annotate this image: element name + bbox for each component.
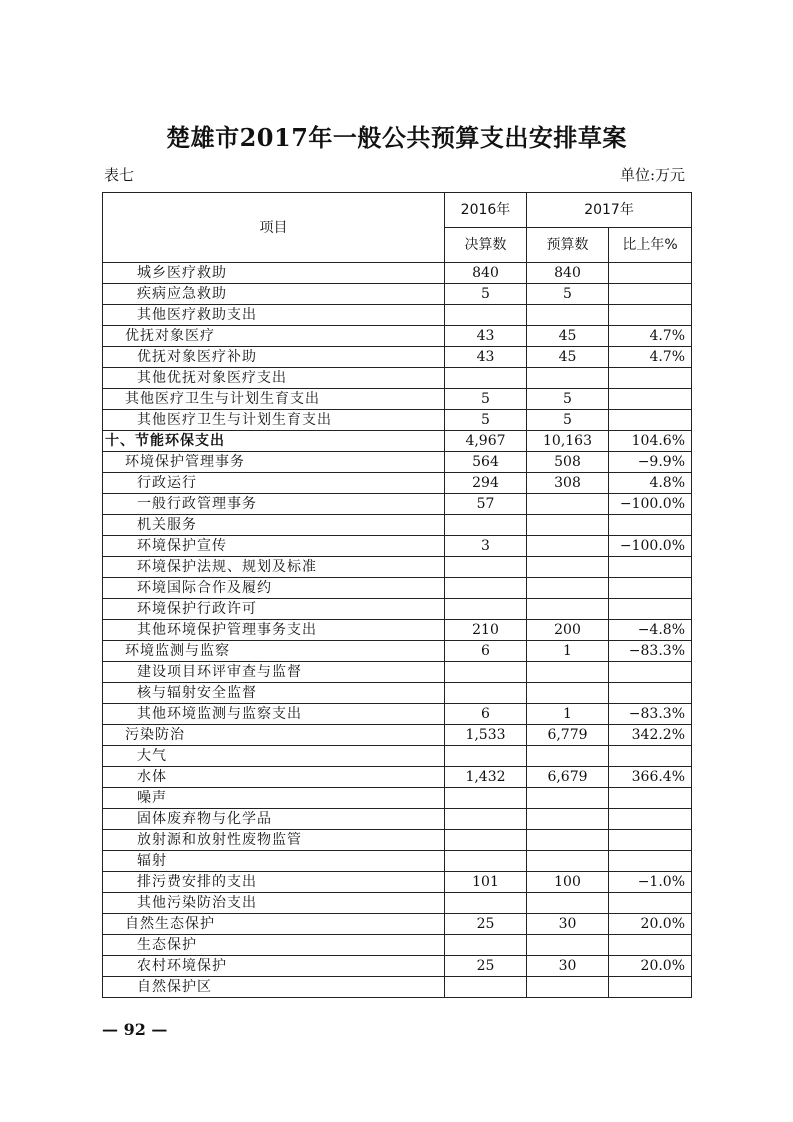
row-item-name: 机关服务 — [103, 515, 445, 536]
row-final-value — [445, 809, 527, 830]
row-final-value — [445, 599, 527, 620]
row-item-name: 其他医疗救助支出 — [103, 305, 445, 326]
row-item-name: 放射源和放射性废物监管 — [103, 830, 445, 851]
table-row — [103, 746, 692, 767]
table-label: 表七 — [104, 166, 135, 184]
row-budget-value — [527, 515, 609, 536]
row-final-value: 6 — [445, 704, 527, 725]
table-row — [103, 851, 692, 872]
row-change-value — [609, 893, 692, 914]
row-final-value — [445, 788, 527, 809]
row-change-value — [609, 935, 692, 956]
row-final-value — [445, 935, 527, 956]
row-budget-value: 840 — [527, 263, 609, 284]
row-change-value — [609, 410, 692, 431]
budget-table — [102, 192, 692, 998]
table-row — [103, 914, 692, 935]
row-budget-value: 45 — [527, 347, 609, 368]
row-final-value — [445, 305, 527, 326]
row-final-value: 5 — [445, 410, 527, 431]
table-row — [103, 515, 692, 536]
table-row — [103, 368, 692, 389]
table-row — [103, 452, 692, 473]
row-change-value: 366.4% — [609, 767, 692, 788]
row-item-name: 环境保护宣传 — [103, 536, 445, 557]
row-item-name: 行政运行 — [103, 473, 445, 494]
row-item-name: 自然保护区 — [103, 977, 445, 998]
row-change-value: −4.8% — [609, 620, 692, 641]
table-row — [103, 809, 692, 830]
row-change-value — [609, 599, 692, 620]
row-budget-value: 6,679 — [527, 767, 609, 788]
header-item: 项目 — [103, 193, 445, 263]
row-item-name: 其他环境监测与监察支出 — [103, 704, 445, 725]
row-change-value — [609, 851, 692, 872]
table-row — [103, 599, 692, 620]
row-change-value — [609, 389, 692, 410]
row-change-value: 342.2% — [609, 725, 692, 746]
row-budget-value — [527, 809, 609, 830]
table-row — [103, 305, 692, 326]
row-final-value: 5 — [445, 284, 527, 305]
unit-label: 单位:万元 — [619, 166, 685, 184]
row-change-value — [609, 263, 692, 284]
row-change-value: −83.3% — [609, 641, 692, 662]
table-row — [103, 494, 692, 515]
row-budget-value: 5 — [527, 284, 609, 305]
row-budget-value — [527, 788, 609, 809]
table-row — [103, 263, 692, 284]
row-budget-value: 1 — [527, 641, 609, 662]
row-item-name: 建设项目环评审查与监督 — [103, 662, 445, 683]
row-change-value: 20.0% — [609, 956, 692, 977]
row-item-name: 环境保护法规、规划及标准 — [103, 557, 445, 578]
table-row — [103, 767, 692, 788]
table-row — [103, 389, 692, 410]
table-row — [103, 704, 692, 725]
table-row — [103, 872, 692, 893]
row-item-name: 核与辐射安全监督 — [103, 683, 445, 704]
row-change-value — [609, 515, 692, 536]
table-row — [103, 578, 692, 599]
table-row — [103, 956, 692, 977]
row-item-name: 自然生态保护 — [103, 914, 445, 935]
row-item-name: 农村环境保护 — [103, 956, 445, 977]
table-row — [103, 431, 692, 452]
row-budget-value: 30 — [527, 956, 609, 977]
row-final-value — [445, 893, 527, 914]
row-budget-value — [527, 578, 609, 599]
table-row — [103, 977, 692, 998]
row-item-name: 其他优抚对象医疗支出 — [103, 368, 445, 389]
row-change-value: 4.7% — [609, 347, 692, 368]
row-change-value — [609, 305, 692, 326]
row-change-value — [609, 284, 692, 305]
row-item-name: 其他医疗卫生与计划生育支出 — [103, 410, 445, 431]
row-item-name: 其他医疗卫生与计划生育支出 — [103, 389, 445, 410]
table-row — [103, 830, 692, 851]
row-final-value: 1,432 — [445, 767, 527, 788]
row-final-value — [445, 368, 527, 389]
row-change-value — [609, 977, 692, 998]
row-budget-value — [527, 368, 609, 389]
row-budget-value — [527, 557, 609, 578]
row-final-value: 101 — [445, 872, 527, 893]
row-budget-value: 5 — [527, 410, 609, 431]
row-item-name: 环境国际合作及履约 — [103, 578, 445, 599]
row-final-value — [445, 851, 527, 872]
row-final-value: 5 — [445, 389, 527, 410]
row-budget-value: 30 — [527, 914, 609, 935]
row-final-value: 210 — [445, 620, 527, 641]
header-final-accounts: 决算数 — [445, 228, 527, 263]
row-item-name: 其他污染防治支出 — [103, 893, 445, 914]
row-budget-value — [527, 662, 609, 683]
row-change-value — [609, 368, 692, 389]
row-budget-value — [527, 851, 609, 872]
row-budget-value: 45 — [527, 326, 609, 347]
table-row — [103, 284, 692, 305]
header-year-2017: 2017年 — [527, 193, 692, 228]
table-header — [103, 193, 692, 263]
row-item-name: 大气 — [103, 746, 445, 767]
row-final-value: 43 — [445, 326, 527, 347]
row-change-value — [609, 830, 692, 851]
row-final-value: 57 — [445, 494, 527, 515]
row-change-value: −1.0% — [609, 872, 692, 893]
row-budget-value: 5 — [527, 389, 609, 410]
row-final-value: 294 — [445, 473, 527, 494]
row-final-value — [445, 830, 527, 851]
row-change-value — [609, 683, 692, 704]
row-final-value — [445, 746, 527, 767]
row-budget-value — [527, 977, 609, 998]
page-number: — 92 — — [102, 1020, 168, 1039]
row-item-name: 优抚对象医疗 — [103, 326, 445, 347]
row-item-name: 水体 — [103, 767, 445, 788]
row-final-value: 1,533 — [445, 725, 527, 746]
row-budget-value — [527, 935, 609, 956]
row-budget-value: 100 — [527, 872, 609, 893]
row-final-value: 4,967 — [445, 431, 527, 452]
row-item-name: 环境保护管理事务 — [103, 452, 445, 473]
row-budget-value — [527, 746, 609, 767]
row-item-name: 污染防治 — [103, 725, 445, 746]
row-final-value — [445, 515, 527, 536]
row-budget-value: 200 — [527, 620, 609, 641]
table-row — [103, 536, 692, 557]
row-change-value — [609, 557, 692, 578]
table-row — [103, 935, 692, 956]
row-budget-value — [527, 536, 609, 557]
table-row — [103, 662, 692, 683]
row-final-value — [445, 662, 527, 683]
row-change-value — [609, 788, 692, 809]
row-final-value — [445, 683, 527, 704]
row-item-name: 疾病应急救助 — [103, 284, 445, 305]
table-row — [103, 326, 692, 347]
row-budget-value: 308 — [527, 473, 609, 494]
row-change-value — [609, 809, 692, 830]
row-budget-value — [527, 683, 609, 704]
row-budget-value — [527, 830, 609, 851]
row-budget-value: 10,163 — [527, 431, 609, 452]
row-item-name: 优抚对象医疗补助 — [103, 347, 445, 368]
row-final-value: 6 — [445, 641, 527, 662]
row-final-value — [445, 977, 527, 998]
row-budget-value — [527, 893, 609, 914]
row-final-value: 25 — [445, 956, 527, 977]
row-item-name: 辐射 — [103, 851, 445, 872]
row-change-value: 104.6% — [609, 431, 692, 452]
row-change-value: −100.0% — [609, 494, 692, 515]
row-final-value: 564 — [445, 452, 527, 473]
row-budget-value: 1 — [527, 704, 609, 725]
row-item-name: 城乡医疗救助 — [103, 263, 445, 284]
row-change-value: −9.9% — [609, 452, 692, 473]
row-budget-value — [527, 494, 609, 515]
table-row — [103, 725, 692, 746]
row-change-value — [609, 578, 692, 599]
row-change-value — [609, 746, 692, 767]
row-final-value: 25 — [445, 914, 527, 935]
table-row — [103, 410, 692, 431]
row-change-value: −100.0% — [609, 536, 692, 557]
row-change-value: 20.0% — [609, 914, 692, 935]
table-row — [103, 683, 692, 704]
row-item-name: 一般行政管理事务 — [103, 494, 445, 515]
header-budget: 预算数 — [527, 228, 609, 263]
row-change-value — [609, 662, 692, 683]
table-row — [103, 893, 692, 914]
table-row — [103, 788, 692, 809]
row-budget-value: 6,779 — [527, 725, 609, 746]
row-item-name: 其他环境保护管理事务支出 — [103, 620, 445, 641]
row-change-value: −83.3% — [609, 704, 692, 725]
row-item-name: 环境保护行政许可 — [103, 599, 445, 620]
row-budget-value: 508 — [527, 452, 609, 473]
table-row — [103, 557, 692, 578]
row-final-value: 840 — [445, 263, 527, 284]
table-row — [103, 641, 692, 662]
header-year-2016: 2016年 — [445, 193, 527, 228]
row-budget-value — [527, 599, 609, 620]
row-final-value: 43 — [445, 347, 527, 368]
row-final-value: 3 — [445, 536, 527, 557]
row-item-name: 生态保护 — [103, 935, 445, 956]
document-title: 楚雄市2017年一般公共预算支出安排草案 — [166, 123, 627, 152]
row-final-value — [445, 557, 527, 578]
row-final-value — [445, 578, 527, 599]
table-body — [103, 263, 692, 998]
row-change-value: 4.7% — [609, 326, 692, 347]
table-row — [103, 473, 692, 494]
row-change-value: 4.8% — [609, 473, 692, 494]
row-item-name: 十、节能环保支出 — [103, 431, 445, 452]
header-change-pct: 比上年% — [609, 228, 692, 263]
table-row — [103, 620, 692, 641]
row-budget-value — [527, 305, 609, 326]
row-item-name: 排污费安排的支出 — [103, 872, 445, 893]
row-item-name: 固体废弃物与化学品 — [103, 809, 445, 830]
table-row — [103, 347, 692, 368]
row-item-name: 环境监测与监察 — [103, 641, 445, 662]
row-item-name: 噪声 — [103, 788, 445, 809]
